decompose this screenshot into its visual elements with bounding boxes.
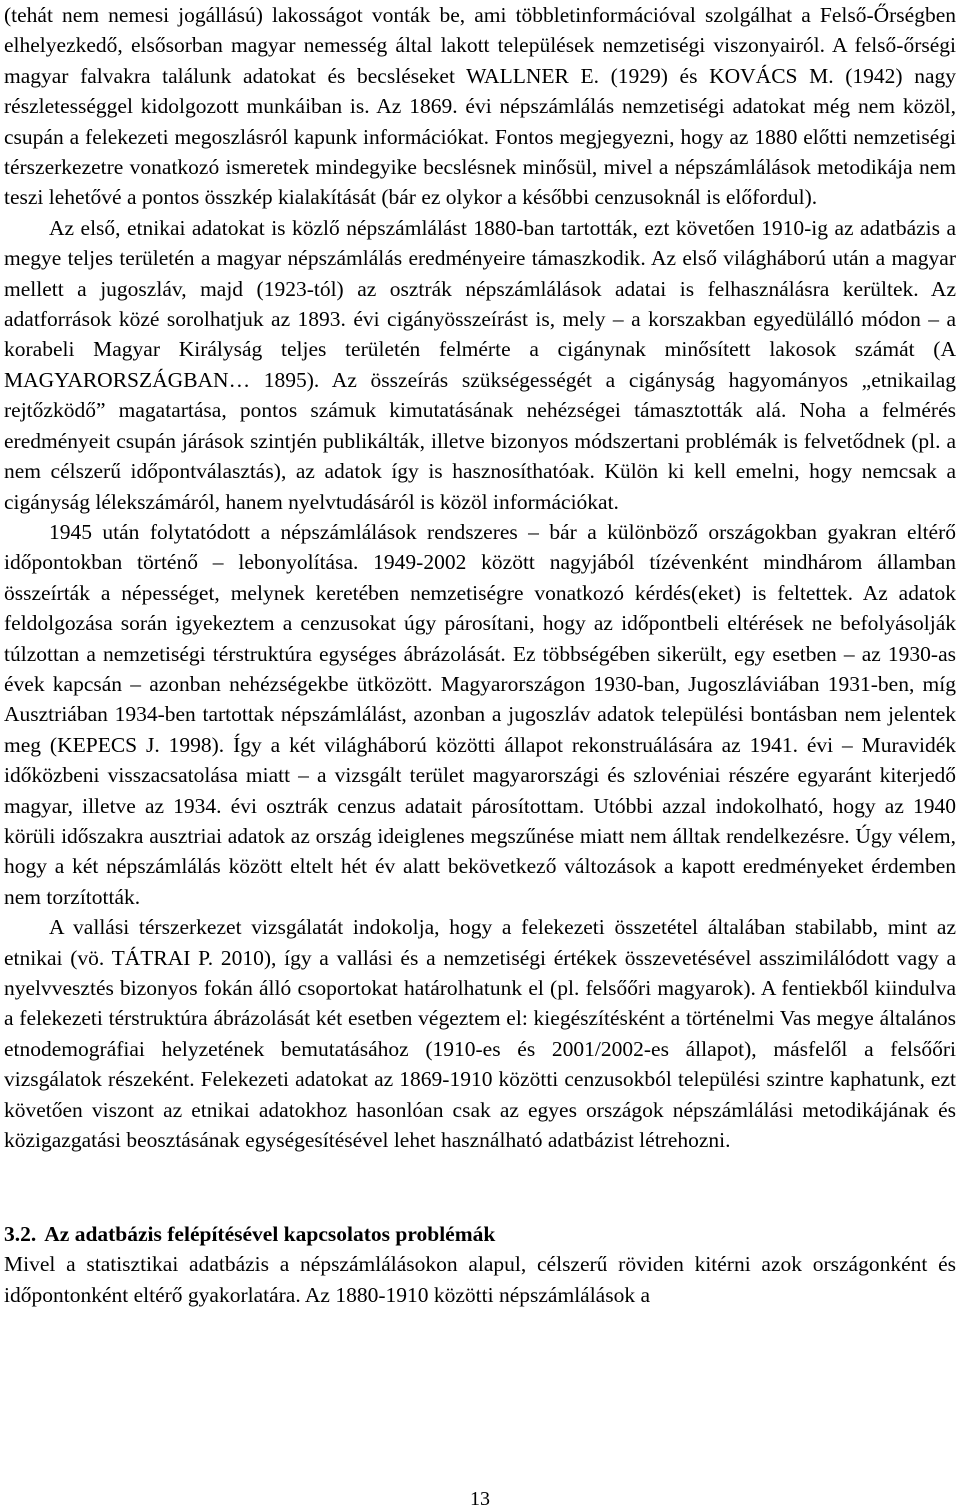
paragraph-3: 1945 után folytatódott a népszámlálások rendszeres – bár a különböző országokban gyakran eltérő időpontokban történő – lebonyolítása. 1949-2002 között nagyjából tízévenként mindhárom államban összeírták a népességet, melynek keretében nemzetiségre vonatkozó kérdés(eket) is feltettek. Az adatok feldolgozása során igyekeztem a cenzusokat úgy párosítani, hogy az időpontbeli eltérések ne befolyásolják túlzottan a nemzetiségi térstruktúra egységes ábrázolását. Ez többségében sikerült, egy esetben – az 1930-as évek kapcsán – azonban nehézségekbe ütközött. Magyarországon 1930-ban, Jugoszláviában 1931-ben, míg Ausztriában 1934-ben tartottak népszámlálást, azonban a jugoszláv adatok települési bontásban nem jelentek meg (KEPECS J. 1998). Így a két világháború közötti állapot rekonstruálására az 1941. évi – Muravidék időközbeni visszacsatolása miatt – a vizsgált terület magyarországi és szlovéniai részére egyaránt kiterjedő magyar, illetve az 1934. évi osztrák cenzus adatait párosítottam. Utóbbi azzal indokolható, hogy az 1940 körüli időszakra ausztriai adatok az ország ideiglenes megszűnése miatt nem álltak rendelkezésre. Úgy vélem, hogy a két népszámlálás között eltelt hét év alatt bekövetkező változások a kapott eredményeket érdemben nem torzították. (4, 519, 956, 909)
paragraph-4: A vallási térszerkezet vizsgálatát indokolja, hogy a felekezeti összetétel általában stabilabb, mint az etnikai (vö. TÁTRAI P. 2010), így a vallási és a nemzetiségi értékek összevetésével asszimilálódott vagy a nyelvvesztés bizonyos fokán álló csoportokat határolhatunk el (pl. felsőőri magyarok). A fentiekből kiindulva a felekezeti térstruktúra ábrázolását két esetben végeztem el: kiegészítésként a történelmi Vas megye általános etnodemográfiai helyzetének bemutatásához (1910-es és 2001/2002-es állapot), másfelől a felsőőri vizsgálatok részeként. Felekezeti adatokat az 1869-1910 közötti cenzusokból települési szintre kaphatunk, ezt követően viszont az etnikai adatokhoz hasonlóan csak az egyes országok népszámlálási metodikájának és közigazgatási beosztásának egységesítésével lehet használható adatbázist létrehozni. (4, 915, 956, 1153)
section-number: 3.2. (4, 1222, 37, 1247)
section-title: Az adatbázis felépítésével kapcsolatos problémák (44, 1222, 496, 1247)
section-heading (4, 1219, 956, 1249)
paragraph-final: Mivel a statisztikai adatbázis a népszámlálásokon alapul, célszerű röviden kitérni azok országonként és időpontonként eltérő gyakorlatára. Az 1880-1910 közötti népszámlálások a (4, 1252, 956, 1307)
paragraph-2: Az első, etnikai adatokat is közlő népszámlálást 1880-ban tartották, ezt követően 1910-ig az adatbázis a megye teljes területén a magyar népszámlálás eredményeire támaszkodik. Az első világháború után a magyar mellett a jugoszláv, majd (1923-tól) az osztrák népszámlálások adatai is felhasználásra kerültek. Az adatforrások közé sorolhatjuk az 1893. évi cigányösszeírást is, mely – a korszakban egyedülálló módon – a korabeli Magyar Királyság teljes területén felmérte a cigánynak minősített lakosok számát (A MAGYARORSZÁGBAN… 1895). Az összeírás szükségességét a cigányság hagyományos „etnikailag rejtőzködő” magatartása, pontos számuk kimutatásának nehézségei támasztották alá. Noha a felmérés eredményeit csupán járások szintjén publikálták, illetve bizonyos módszertani problémák is felvetődnek (pl. a nem célszerű időpontválasztás), az adatok így is hasznosíthatóak. Külön ki kell emelni, hogy nemcsak a cigányság lélekszámáról, hanem nyelvtudásáról is közöl információkat. (4, 215, 956, 514)
paragraph-1: (tehát nem nemesi jogállású) lakosságot vonták be, ami többletinformációval szolgálhat a Felső-Őrségben elhelyezkedő, elsősorban magyar nemesség által lakott települések nemzetiségi viszonyairól. A felső-őrségi magyar falvakra találunk adatokat és becsléseket WALLNER E. (1929) és KOVÁCS M. (1942) nagy részletességgel kidolgozott munkáiban is. Az 1869. évi népszámlálás nemzetiségi adatokat még nem közöl, csupán a felekezeti megoszlásról kapunk információkat. Fontos megjegyezni, hogy az 1880 előtti nemzetiségi térszerkezetre vonatkozó ismeretek mindegyike becslésnek minősül, mivel a népszámlálások metodikája nem teszi lehetővé a pontos összkép kialakítását (bár ez olykor a későbbi cenzusoknál is előfordul). (4, 3, 956, 210)
document-page (4, 0, 956, 1310)
page-number: 13 (470, 1488, 490, 1510)
